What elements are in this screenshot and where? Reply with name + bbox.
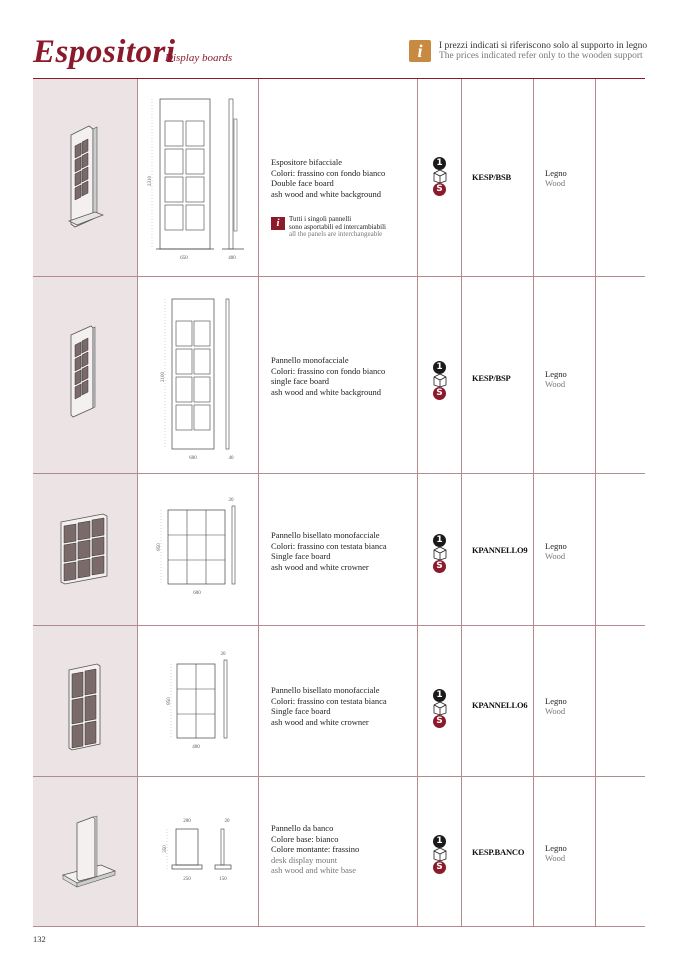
desc-en-2: ash wood and white crowner — [271, 561, 369, 572]
product-description — [259, 277, 418, 473]
s-icon: S — [433, 715, 446, 728]
double-board-drawing — [138, 79, 258, 276]
s-icon: S — [433, 861, 446, 874]
s-icon: S — [433, 560, 446, 573]
product-icons — [418, 474, 462, 625]
page-number: 132 — [33, 934, 46, 944]
technical-drawing — [138, 79, 259, 276]
dim-width: 250 — [183, 877, 191, 882]
dim-width-top: 200 — [183, 819, 191, 824]
material-cell — [534, 626, 596, 776]
desc-it-2: Colori: frassino con fondo bianco — [271, 365, 386, 376]
material-it: Legno — [545, 168, 567, 178]
s-icon: S — [433, 183, 446, 196]
material-it: Legno — [545, 541, 567, 551]
desc-it-2: Colore base: bianco — [271, 833, 339, 844]
product-code: KPANNELLO6 — [472, 700, 528, 710]
product-icons — [418, 777, 462, 926]
material-en: Wood — [545, 853, 566, 863]
material-cell — [534, 474, 596, 625]
note-it-1: Tutti i singoli pannelli — [289, 215, 352, 223]
price-note — [439, 41, 647, 61]
technical-drawing — [138, 777, 259, 926]
product-code: KESP/BSP — [472, 373, 511, 383]
desc-en-2: ash wood and white background — [271, 188, 382, 199]
product-code-cell — [462, 626, 534, 776]
bevelled-board-9-illustration — [33, 474, 137, 625]
product-row — [33, 626, 645, 777]
price-cell — [596, 474, 645, 625]
one-icon: 1 — [433, 689, 446, 702]
one-icon: 1 — [433, 157, 446, 170]
box-icon — [431, 546, 449, 560]
dim-height: 2310 — [148, 176, 153, 186]
dim-width: 650 — [180, 256, 188, 261]
price-cell — [596, 79, 645, 276]
page-title: Espositori — [33, 34, 176, 70]
desc-it-2: Colori: frassino con testata bianca — [271, 695, 387, 706]
desc-en-1: single face board — [271, 376, 330, 386]
product-description — [259, 79, 418, 276]
desc-en-2: ash wood and white base — [271, 865, 356, 875]
desc-en-1: desk display mount — [271, 854, 338, 865]
dim-depth-top: 20 — [224, 819, 230, 824]
bevelled-board-6-illustration — [33, 626, 137, 776]
material-en: Wood — [545, 706, 566, 716]
dim-depth: 20 — [220, 652, 226, 657]
price-note-en: The prices indicated refer only to the wooden support — [439, 51, 643, 61]
desc-en-2: ash wood and white background — [271, 386, 382, 397]
technical-drawing — [138, 277, 259, 473]
info-icon: i — [271, 217, 285, 230]
box-icon — [431, 701, 449, 715]
page-header — [33, 34, 648, 74]
desc-en-1: Single face board — [271, 706, 331, 716]
box-icon — [431, 847, 449, 861]
dim-height: 2100 — [161, 372, 166, 382]
desc-it-2: Colori: frassino con testata bianca — [271, 540, 387, 551]
dim-width: 600 — [193, 591, 201, 596]
dim-height: 350 — [163, 845, 168, 853]
product-table — [33, 79, 645, 927]
dim-height: 850 — [167, 697, 172, 705]
product-code-cell — [462, 277, 534, 473]
material-cell — [534, 777, 596, 926]
dim-height: 850 — [157, 543, 162, 551]
single-board-drawing — [138, 277, 258, 473]
dim-depth: 40 — [228, 456, 234, 461]
product-code-cell — [462, 474, 534, 625]
box-icon — [431, 373, 449, 387]
product-description — [259, 474, 418, 625]
one-icon: 1 — [433, 534, 446, 547]
desc-it-3: Colore montante: frassino — [271, 844, 360, 854]
s-icon: S — [433, 387, 446, 400]
dim-depth: 150 — [219, 877, 227, 882]
product-icons — [418, 277, 462, 473]
product-row — [33, 277, 645, 474]
dim-depth: 20 — [228, 498, 234, 503]
note-en: all the panels are interchangeable — [289, 230, 383, 238]
desc-it-1: Pannello bisellato monofacciale — [271, 530, 380, 540]
page-subtitle: Display boards — [165, 52, 233, 64]
product-photo — [33, 777, 138, 926]
desc-en-1: Single face board — [271, 551, 331, 561]
product-photo — [33, 474, 138, 625]
price-cell — [596, 277, 645, 473]
product-code: KESP/BSB — [472, 172, 512, 182]
product-row — [33, 79, 645, 277]
product-description — [259, 626, 418, 776]
desc-it-1: Pannello monofacciale — [271, 355, 349, 365]
price-cell — [596, 777, 645, 926]
box-icon — [431, 169, 449, 183]
bevelled-board-9-drawing — [138, 474, 258, 625]
material-it: Legno — [545, 369, 567, 379]
single-board-illustration — [33, 277, 137, 473]
desc-it-1: Pannello bisellato monofacciale — [271, 685, 380, 695]
desc-it-1: Pannello da banco — [271, 823, 334, 833]
note-it-2: sono asportabili ed intercambiabili — [289, 222, 387, 231]
desk-mount-illustration — [33, 777, 137, 926]
material-en: Wood — [545, 379, 566, 389]
double-board-illustration — [33, 79, 137, 276]
product-photo — [33, 277, 138, 473]
desc-it-2: Colori: frassino con fondo bianco — [271, 167, 386, 178]
material-cell — [534, 79, 596, 276]
dim-width: 400 — [192, 745, 200, 750]
material-en: Wood — [545, 551, 566, 561]
technical-drawing — [138, 626, 259, 776]
desc-en-2: ash wood and white crowner — [271, 716, 369, 727]
desc-it-1: Espositore bifacciale — [271, 157, 343, 167]
material-it: Legno — [545, 843, 567, 853]
product-code: KESP.BANCO — [472, 847, 525, 857]
product-description — [259, 777, 418, 926]
price-note-it: I prezzi indicati si riferiscono solo al supporto in legno — [439, 41, 648, 51]
product-row — [33, 777, 645, 927]
product-row — [33, 474, 645, 626]
product-code-cell — [462, 777, 534, 926]
info-icon: i — [409, 40, 431, 62]
one-icon: 1 — [433, 361, 446, 374]
product-code: KPANNELLO9 — [472, 545, 528, 555]
product-icons — [418, 79, 462, 276]
bevelled-board-6-drawing — [138, 626, 258, 776]
technical-drawing — [138, 474, 259, 625]
product-icons — [418, 626, 462, 776]
material-cell — [534, 277, 596, 473]
one-icon: 1 — [433, 835, 446, 848]
product-photo — [33, 79, 138, 276]
desc-en-1: Double face board — [271, 178, 334, 188]
desk-mount-drawing — [138, 777, 258, 926]
dim-depth: 400 — [228, 256, 236, 261]
dim-width: 600 — [189, 456, 197, 461]
price-cell — [596, 626, 645, 776]
product-code-cell — [462, 79, 534, 276]
product-photo — [33, 626, 138, 776]
material-it: Legno — [545, 696, 567, 706]
material-en: Wood — [545, 178, 566, 188]
